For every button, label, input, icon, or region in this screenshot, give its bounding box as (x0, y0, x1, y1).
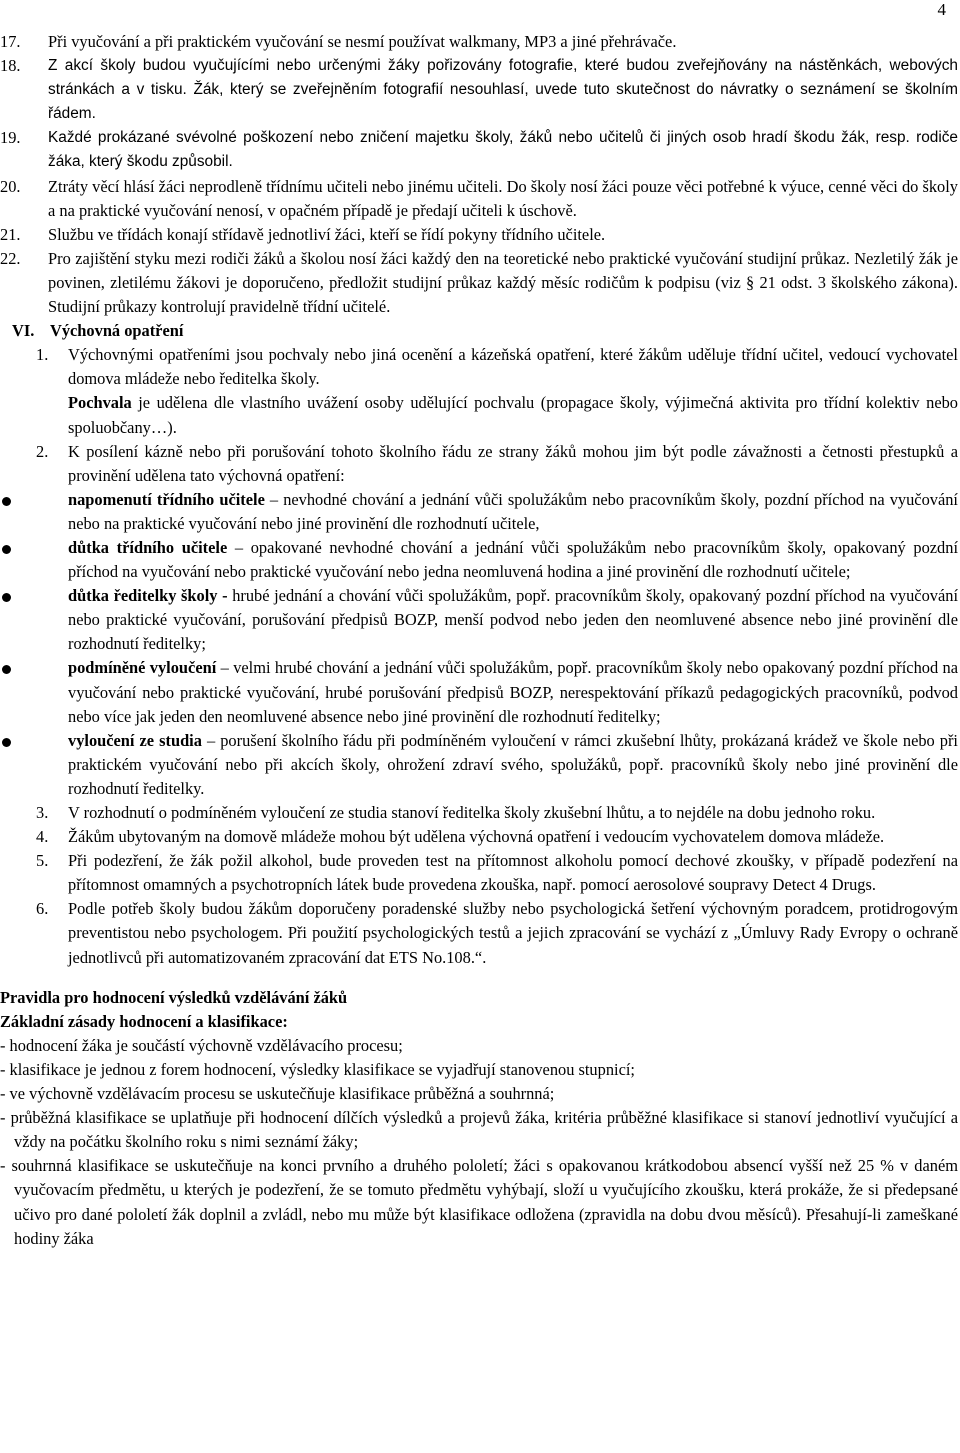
section-number: VI. (12, 321, 35, 341)
rule-18 (0, 54, 958, 126)
item-text: Podle potřeb školy budou žákům doporučeny poradenské služby nebo psychologická šetření výchovným poradcem, protidrogovým preventistou nebo psychologem. Při použití psychologických testů a jejich zpracování se vychází z „Úmluvy Rady Evropy o ochraně jednotlivců při automatizovaném zpracování dat ETS No.108.“. (68, 899, 958, 967)
measure-bullet (0, 536, 958, 584)
rule-number: 20. (0, 176, 21, 196)
section-heading (0, 319, 958, 343)
measure-bullet (0, 656, 958, 728)
measure-name: důtka ředitelky školy - (68, 586, 228, 606)
rule-text: Službu ve třídách konají střídavě jednotliví žáci, kteří se řídí pokyny třídního učitele. (48, 224, 606, 244)
rule-17 (0, 30, 958, 54)
measure-item-4 (0, 825, 958, 849)
measure-item-3 (0, 801, 958, 825)
bullet-dot-icon (2, 497, 11, 506)
evaluation-line: - klasifikace je jednou z forem hodnocení, výsledky klasifikace se vyjadřují stanovenou stupnicí; (0, 1059, 635, 1079)
measure-name: napomenutí třídního učitele (68, 489, 265, 509)
rule-number: 22. (0, 248, 21, 268)
pochvala-paragraph (0, 391, 958, 439)
section-title: Výchovná opatření (50, 321, 184, 341)
rule-text: Každé prokázané svévolné poškození nebo zničení majetku školy, žáků nebo učitelů či jiných osob hradí škodu žák, resp. rodiče žáka, který škodu způsobil. (48, 129, 958, 171)
rule-text: Z akcí školy budou vyučujícími nebo určenými žáky pořizovány fotografie, které budou zveřejňovány na nástěnkách, webových stránkách a v tisku. Žák, který se zveřejněním fotografií nesouhlasí, uvede tuto skutečnost do návratky o seznámení se školním řádem. (48, 57, 958, 123)
rule-text: Při vyučování a při praktickém vyučování se nesmí používat walkmany, MP3 a jiné přehrávače. (48, 32, 677, 51)
measure-item-5 (0, 849, 958, 897)
bullet-dot-icon (2, 545, 11, 554)
measure-desc: – opakované nevhodné chování a jednání vůči spolužákům nebo pracovníkům školy, opakovaný pozdní příchod na vyučování nebo praktické vyučování nebo jedna neomluvená hodina a jiné provinění dle rozhodnutí učitele; (68, 537, 958, 582)
rule-number: 21. (0, 224, 21, 244)
rule-number: 17. (0, 32, 21, 51)
rule-20 (0, 175, 958, 223)
pochvala-text: je udělena dle vlastního uvážení osoby udělující pochvalu (propagace školy, výjimečná aktivita pro třídní kolektiv nebo spoluobčany…). (68, 393, 958, 437)
evaluation-line: - hodnocení žáka je součástí výchovně vzdělávacího procesu; (0, 1035, 403, 1055)
measure-desc: – velmi hrubé chování a jednání vůči spolužákům, popř. pracovníkům školy nebo opakovaný pozdní příchod na vyučování nebo praktické vyučování, hrubé porušování předpisů BOZP, nerespektování příkazů pedagogických pracovníků, podvod nebo více jak jeden den neomluvené absence nebo jiné provinění dle rozhodnutí ředitelky; (68, 658, 958, 726)
item-text: Žákům ubytovaným na domově mládeže mohou být udělena výchovná opatření i vedoucím vychovatelem domova mládeže. (68, 827, 885, 847)
measure-item-1 (0, 343, 958, 391)
bullet-dot-icon (2, 738, 11, 747)
measure-name: důtka třídního učitele (68, 537, 228, 557)
measure-bullet (0, 729, 958, 801)
evaluation-line: - průběžná klasifikace se uplatňuje při hodnocení dílčích výsledků a projevů žáka, kritéria průběžné klasifikace si stanoví jednotliví vyučující a vždy na počátku školního roku s nimi seznámí žáky; (0, 1108, 958, 1152)
item-text: V rozhodnutí o podmíněném vyloučení ze studia stanoví ředitelka školy zkušební lhůtu, a to nejdéle na dobu jednoho roku. (68, 803, 876, 822)
rule-21 (0, 223, 958, 247)
measure-item-6 (0, 897, 958, 969)
item-number: 3. (36, 803, 49, 822)
pochvala-label: Pochvala (68, 393, 132, 413)
item-number: 5. (36, 851, 49, 871)
measure-name: podmíněné vyloučení (68, 658, 217, 678)
measure-bullet (0, 488, 958, 536)
item-number: 2. (36, 441, 49, 461)
rule-number: 18. (0, 56, 21, 76)
rule-text: Ztráty věcí hlásí žáci neprodleně třídnímu učiteli nebo jinému učiteli. Do školy nosí žáci pouze věci potřebné k výuce, cenné věci do školy a na praktické vyučování nenosí, v opačném případě je předají učiteli k úschově. (48, 176, 958, 220)
item-number: 1. (36, 345, 49, 365)
item-text: K posílení kázně nebo při porušování tohoto školního řádu ze strany žáků mohou jim být podle závažnosti a četnosti přestupků a provinění udělena tato výchovná opatření: (68, 441, 958, 485)
page-number: 4 (937, 0, 946, 19)
evaluation-line: - ve výchovně vzdělávacím procesu se uskutečňuje klasifikace průběžná a souhrnná; (0, 1084, 555, 1104)
item-text: Výchovnými opatřeními jsou pochvaly nebo jiná ocenění a kázeňská opatření, které žákům uděluje třídní učitel, vedoucí vychovatel domova mládeže nebo ředitelka školy. (68, 345, 958, 389)
measure-desc: – nevhodné chování a jednání vůči spolužákům nebo pracovníkům školy, pozdní příchod na vyučování nebo na praktické vyučování nebo jiné provinění dle rozhodnutí učitele, (68, 489, 958, 533)
measure-item-2 (0, 440, 958, 488)
document-body (0, 30, 958, 1251)
item-text: Při podezření, že žák požil alkohol, bude proveden test na přítomnost alkoholu pomocí dechové zkoušky, v případě podezření na přítomnost omamných a psychotropních látek bude provedena zkouška, např. pomocí aerosolové soupravy Detect 4 Drugs. (68, 851, 958, 895)
rule-number: 19. (0, 128, 21, 148)
measure-desc: – porušení školního řádu při podmíněném vyloučení v rámci zkušební lhůty, prokázaná krádež ve škole nebo při praktickém vyučování nebo při akcích školy, ohrožení zdraví svého, spolužáků, popř. pracovníků školy nebo jiné provinění dle rozhodnutí ředitelky. (68, 730, 958, 798)
rule-text: Pro zajištění styku mezi rodiči žáků a školou nosí žáci každý den na teoretické nebo praktické vyučování studijní průkaz. Nezletilý žák je povinen, zletilému žákovi je doporučeno, předložit studijní průkaz každý měsíc rodičům k podpisu (viz § 21 odst. 3 školského zákona). Studijní průkazy kontrolují pravidelně třídní učitelé. (48, 248, 958, 317)
item-number: 6. (36, 899, 49, 919)
rule-19 (0, 126, 958, 174)
item-number: 4. (36, 827, 49, 847)
measure-bullet (0, 584, 958, 656)
rule-22 (0, 247, 958, 319)
evaluation-subheading: Základní zásady hodnocení a klasifikace: (0, 1011, 288, 1031)
evaluation-heading: Pravidla pro hodnocení výsledků vzdělávání žáků (0, 987, 348, 1007)
evaluation-line: - souhrnná klasifikace se uskutečňuje na konci prvního a druhého pololetí; žáci s opakovanou krátkodobou absencí vyšší než 25 % v daném vyučovacím předmětu, u kterých je podezření, že se tomuto předmětu vyhýbají, složí u vyučujícího zkoušku, která prokáže, že si předepsané učivo pro dané pololetí žák doplnil a zvládl, nebo mu může být klasifikace odložena (zpravidla na dobu dvou měsíců). Přesahují-li zameškané hodiny žáka (0, 1156, 958, 1248)
measure-desc: hrubé jednání a chování vůči spolužákům, popř. pracovníkům školy, opakovaný pozdní příchod na vyučování nebo praktické vyučování, porušování předpisů BOZP, menší podvod nebo jeden den neomluvené absence nebo jiné provinění dle rozhodnutí ředitelky; (68, 586, 958, 654)
measure-name: vyloučení ze studia (68, 730, 202, 750)
